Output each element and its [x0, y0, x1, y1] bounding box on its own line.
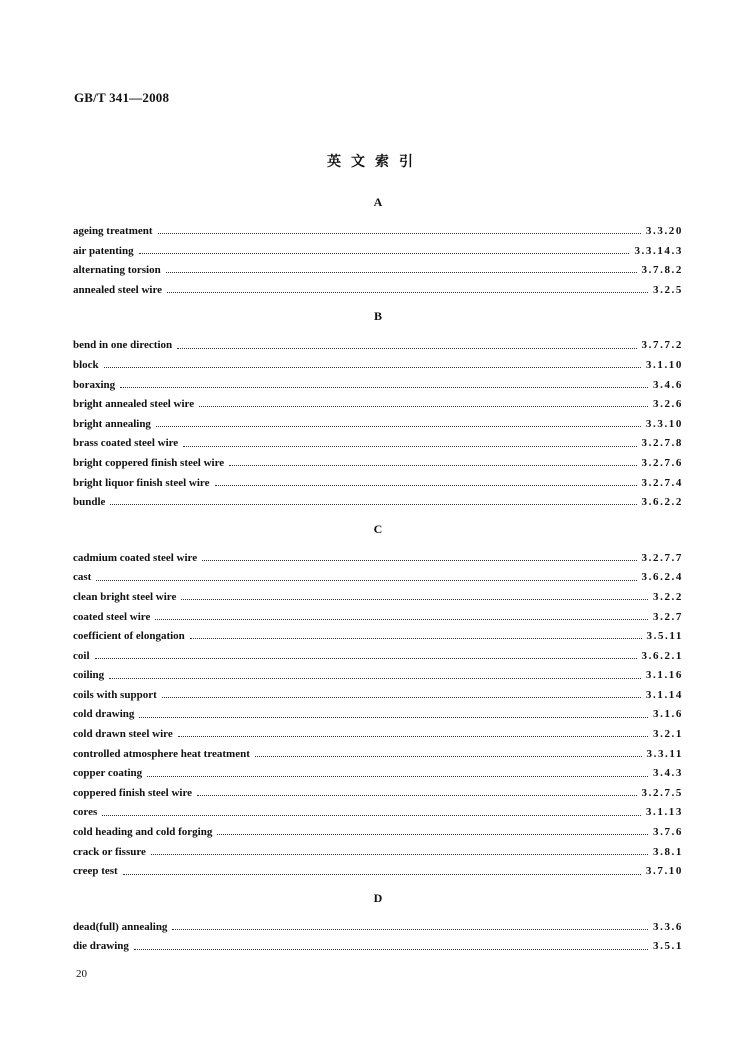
dot-leader — [102, 815, 641, 816]
index-entry — [73, 843, 683, 863]
index-entry — [73, 937, 683, 957]
index-term: bright annealing — [73, 417, 151, 430]
index-term: air patenting — [73, 244, 134, 257]
index-term: coppered finish steel wire — [73, 786, 193, 799]
dot-leader — [202, 560, 636, 561]
dot-leader — [197, 795, 636, 796]
clause-reference: 3.1.10 — [645, 358, 683, 371]
dot-leader — [167, 292, 648, 293]
dot-leader — [151, 854, 648, 855]
index-entry — [73, 803, 683, 823]
index-entry — [73, 261, 683, 281]
index-entry — [73, 474, 683, 494]
standard-code: GB/T 341—2008 — [74, 90, 170, 105]
index-section-b — [73, 306, 683, 512]
index-term: creep test — [73, 865, 118, 878]
dot-leader — [96, 580, 636, 581]
clause-reference: 3.1.13 — [645, 806, 683, 819]
index-entry — [73, 666, 683, 686]
clause-reference: 3.2.6 — [653, 398, 683, 411]
clause-reference: 3.6.2.1 — [641, 649, 683, 662]
index-term: coil — [73, 649, 90, 662]
clause-reference: 3.2.7.8 — [641, 437, 683, 450]
clause-reference: 3.6.2.2 — [641, 496, 683, 509]
index-section-a — [73, 192, 683, 300]
clause-reference: 3.8.1 — [653, 845, 683, 858]
index-term: cast — [73, 571, 92, 584]
index-term: ageing treatment — [73, 225, 153, 237]
index-entry — [73, 647, 683, 667]
section-letter: D — [373, 890, 383, 905]
index-term: brass coated steel wire — [73, 437, 179, 450]
clause-reference: 3.1.6 — [653, 708, 683, 721]
index-term: crack or fissure — [73, 845, 146, 858]
dot-leader — [156, 426, 641, 427]
dot-leader — [155, 619, 648, 620]
index-term: annealed steel wire — [73, 283, 163, 296]
clause-reference: 3.5.1 — [653, 940, 683, 953]
index-entry — [73, 356, 683, 376]
clause-reference: 3.3.10 — [645, 417, 683, 430]
dot-leader — [190, 638, 642, 639]
clause-reference: 3.2.7 — [653, 610, 683, 623]
clause-reference: 3.1.14 — [645, 688, 683, 701]
index-entry — [73, 745, 683, 765]
dot-leader — [172, 929, 648, 930]
dot-leader — [199, 406, 648, 407]
index-entry — [73, 608, 683, 628]
index-entry — [73, 415, 683, 435]
clause-reference: 3.6.2.4 — [641, 571, 683, 584]
index-title: 英文索引 — [327, 154, 423, 170]
clause-reference: 3.2.1 — [653, 728, 683, 741]
index-term: boraxing — [73, 378, 116, 391]
index-entry — [73, 376, 683, 396]
index-entry — [73, 242, 683, 262]
index-term: cadmium coated steel wire — [73, 551, 198, 564]
clause-reference: 3.7.10 — [645, 865, 683, 878]
index-entry — [73, 336, 683, 356]
clause-reference: 3.1.16 — [645, 669, 683, 682]
index-entry — [73, 627, 683, 647]
dot-leader — [110, 504, 636, 505]
dot-leader — [139, 253, 630, 254]
dot-leader — [183, 446, 636, 447]
index-entry — [73, 725, 683, 745]
index-term: bend in one direction — [73, 339, 173, 352]
clause-reference: 3.3.6 — [653, 920, 683, 933]
dot-leader — [217, 834, 648, 835]
index-entry — [73, 705, 683, 725]
index-term: alternating torsion — [73, 264, 161, 277]
clause-reference: 3.3.11 — [646, 747, 683, 760]
dot-leader — [134, 949, 648, 950]
page-number: 20 — [76, 968, 87, 980]
index-term: cold drawn steel wire — [73, 728, 173, 741]
index-term: bright liquor finish steel wire — [73, 476, 210, 489]
index-entry — [73, 588, 683, 608]
dot-leader — [166, 272, 637, 273]
dot-leader — [104, 367, 641, 368]
index-term: coils with support — [73, 688, 157, 701]
index-entry — [73, 434, 683, 454]
clause-reference: 3.2.7.5 — [641, 786, 683, 799]
clause-reference: 3.4.3 — [653, 767, 683, 780]
clause-reference: 3.5.11 — [646, 630, 683, 643]
index-term: bright annealed steel wire — [73, 398, 195, 411]
dot-leader — [215, 485, 637, 486]
index-entry — [73, 764, 683, 784]
clause-reference: 3.3.20 — [645, 225, 683, 237]
index-term: die drawing — [73, 940, 129, 953]
dot-leader — [178, 736, 648, 737]
index-entry — [73, 549, 683, 569]
index-sections — [73, 192, 683, 957]
index-entry — [73, 454, 683, 474]
index-entry — [73, 281, 683, 301]
clause-reference: 3.7.7.2 — [641, 339, 683, 352]
dot-leader — [177, 348, 636, 349]
dot-leader — [162, 697, 641, 698]
index-term: cold drawing — [73, 708, 135, 721]
dot-leader — [229, 465, 636, 466]
index-entry — [73, 918, 683, 938]
clause-reference: 3.3.14.3 — [634, 244, 683, 257]
index-term: block — [73, 358, 99, 371]
clause-reference: 3.2.7.7 — [641, 551, 683, 564]
index-section-c — [73, 519, 683, 882]
index-term: controlled atmosphere heat treatment — [73, 747, 250, 760]
index-term: coefficient of elongation — [73, 630, 185, 643]
dot-leader — [109, 678, 641, 679]
section-letter: B — [373, 309, 382, 324]
clause-reference: 3.2.7.4 — [641, 476, 683, 489]
index-term: bundle — [73, 496, 106, 509]
index-term: dead(full) annealing — [73, 920, 168, 933]
index-entry — [73, 784, 683, 804]
clause-reference: 3.7.8.2 — [641, 264, 683, 277]
index-term: copper coating — [73, 767, 143, 780]
index-term: coated steel wire — [73, 610, 151, 623]
section-letter: C — [373, 521, 383, 536]
dot-leader — [120, 387, 648, 388]
index-entry — [73, 568, 683, 588]
index-entry — [73, 862, 683, 882]
clause-reference: 3.2.5 — [653, 283, 683, 296]
clause-reference: 3.7.6 — [653, 826, 683, 839]
index-entry — [73, 222, 683, 242]
dot-leader — [181, 599, 648, 600]
dot-leader — [147, 776, 648, 777]
dot-leader — [95, 658, 637, 659]
index-entry — [73, 823, 683, 843]
clause-reference: 3.2.7.6 — [641, 456, 683, 469]
index-term: clean bright steel wire — [73, 590, 177, 603]
index-term: coiling — [73, 669, 105, 682]
index-section-d — [73, 888, 683, 957]
index-term: cores — [73, 806, 98, 819]
dot-leader — [123, 874, 641, 875]
index-entry — [73, 395, 683, 415]
index-term: cold heading and cold forging — [73, 826, 213, 839]
dot-leader — [255, 756, 642, 757]
clause-reference: 3.4.6 — [653, 378, 683, 391]
section-letter: A — [373, 195, 383, 209]
clause-reference: 3.2.2 — [653, 590, 683, 603]
dot-leader — [139, 717, 648, 718]
index-entry — [73, 493, 683, 513]
index-term: bright coppered finish steel wire — [73, 456, 225, 469]
dot-leader — [158, 233, 641, 234]
index-entry — [73, 686, 683, 706]
